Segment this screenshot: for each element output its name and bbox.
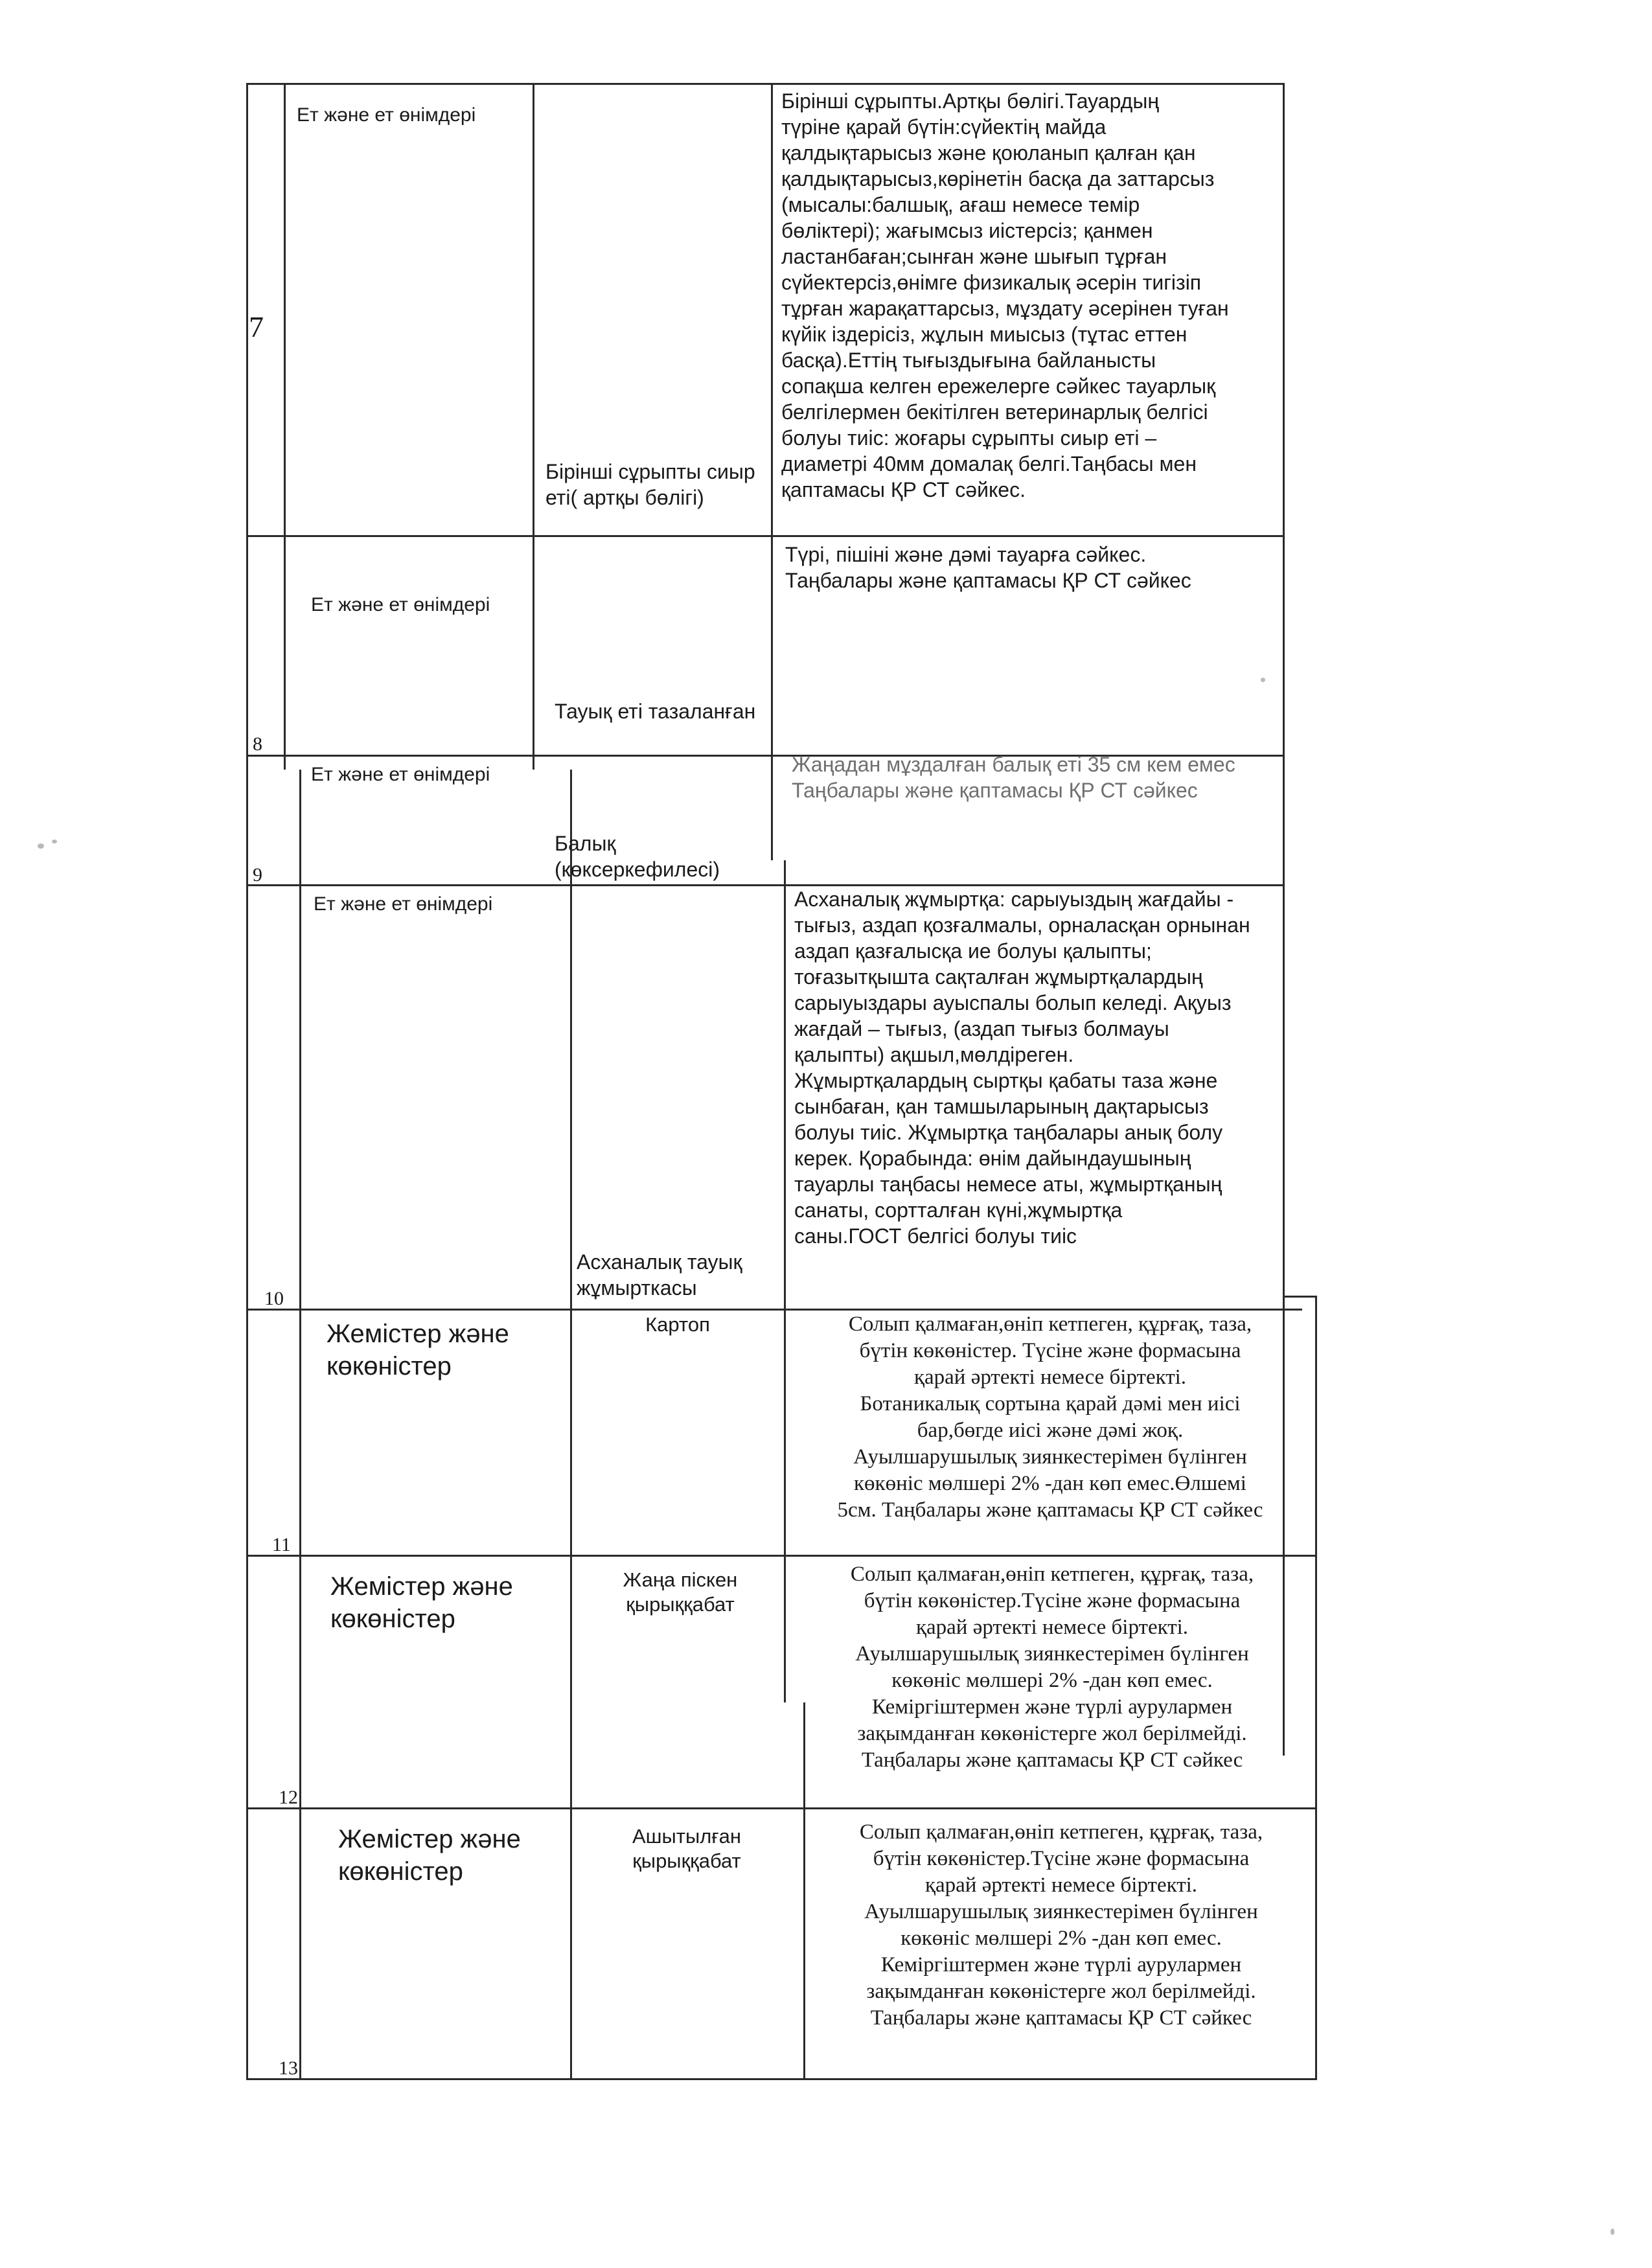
description-line: Түрі, пішіні және дәмі тауарға сәйкес. xyxy=(785,543,1147,566)
row-product: Бірінші сұрыпты сиыр еті( артқы бөлігі) xyxy=(545,460,755,509)
row-product: Ашытылған қырыққабат xyxy=(632,1825,742,1872)
table-border-top xyxy=(246,83,1284,85)
row-divider-11-12 xyxy=(246,1555,1316,1557)
description-line: қарай әртекті немесе біртекті. xyxy=(915,1616,1189,1639)
description-line: Асханалық жұмыртқа: сарыуыздың жағдайы - xyxy=(794,888,1234,911)
description-line: Солып қалмаған,өніп кетпеген, құрғақ, таза, xyxy=(859,1820,1263,1844)
table-border-left xyxy=(246,83,248,2079)
description-line: бөліктері); жағымсыз иістерсіз; қанмен xyxy=(781,219,1153,242)
description-line: қаптамасы ҚР СТ сәйкес. xyxy=(781,478,1026,501)
row-description xyxy=(794,886,1281,1249)
column-divider-3 xyxy=(771,83,773,860)
description-line: қалдықтарысыз және қоюланып қалған қан xyxy=(781,141,1196,165)
description-line: аздап қазғалысқа ие болуы қалыпты; xyxy=(794,939,1152,963)
description-line: Ботаникалық сортына қарай дәмі мен иісі xyxy=(860,1392,1241,1415)
description-line: қарай әртекті немесе біртекті. xyxy=(913,1366,1187,1389)
description-line: Ауылшарушылық зиянкестерімен бүлінген xyxy=(864,1900,1258,1923)
description-line: көкөніс мөлшері 2% -дан көп емес. xyxy=(891,1669,1213,1692)
row-description xyxy=(785,542,1281,593)
row-divider-12-13 xyxy=(246,1807,1316,1809)
row-description xyxy=(810,1819,1313,2032)
description-line: Жаңадан мұздалған балық еті 35 см кем емес xyxy=(792,753,1235,776)
row-product: Тауық еті тазаланған xyxy=(555,700,756,723)
description-line: қалыпты) ақшыл,мөлдіреген. xyxy=(794,1043,1074,1066)
table-border-bottom xyxy=(246,2078,1317,2080)
row-number: 10 xyxy=(264,1288,284,1309)
row-description xyxy=(792,751,1284,803)
table-border-right-lower xyxy=(1315,1296,1317,2079)
scan-speck xyxy=(1261,678,1265,682)
description-line: Таңбалары және қаптамасы ҚР СТ сәйкес xyxy=(861,1748,1243,1772)
description-line: көкөніс мөлшері 2% -дан көп емес. xyxy=(901,1927,1222,1950)
description-line: диаметрі 40мм домалақ белгі.Таңбасы мен xyxy=(781,452,1197,475)
column-divider-1 xyxy=(284,83,286,770)
row-product: Балық (көксеркефилесі) xyxy=(555,832,720,881)
description-line: тоғазытқышта сақталған жұмыртқалардың xyxy=(794,965,1203,989)
row-product: Асханалық тауық жұмырткасы xyxy=(577,1250,742,1300)
description-line: Солып қалмаған,өніп кетпеген, құрғақ, таза, xyxy=(848,1312,1252,1336)
description-line: көкөніс мөлшері 2% -дан көп емес.Өлшемі xyxy=(854,1472,1246,1495)
description-line: бүтін көкөністер.Түсіне және формасына xyxy=(864,1589,1241,1612)
description-line: Таңбалары және қаптамасы ҚР СТ сәйкес xyxy=(785,569,1191,592)
row-number: 11 xyxy=(272,1534,291,1555)
row-description xyxy=(781,88,1281,503)
description-line: Бірінші сұрыпты.Артқы бөлігі.Тауардың xyxy=(781,89,1159,113)
column-divider-3b xyxy=(784,860,786,1702)
description-line: Солып қалмаған,өніп кетпеген, құрғақ, таза, xyxy=(850,1563,1254,1586)
row-category: Жемістер және көкөністер xyxy=(330,1572,513,1633)
row-category: Ет және ет өнімдері xyxy=(311,764,490,785)
row-number: 9 xyxy=(253,864,262,886)
description-line: сарыуыздары ауыспалы болып келеді. Ақуыз xyxy=(794,991,1232,1014)
description-line: сопақша келген ережелерге сәйкес тауарлық xyxy=(781,374,1216,398)
row-category: Ет және ет өнімдері xyxy=(297,104,476,126)
row-product: Картоп xyxy=(645,1313,710,1336)
description-line: басқа).Еттің тығыздығына байланысты xyxy=(781,349,1156,372)
column-divider-2b xyxy=(570,770,572,2079)
description-line: Кеміргіштермен және түрлі аурулармен xyxy=(871,1695,1233,1719)
description-line: (мысалы:балшық, ағаш немесе темір xyxy=(781,193,1140,216)
description-line: Ауылшарушылық зиянкестерімен бүлінген xyxy=(855,1642,1249,1666)
description-line: 5см. Таңбалары және қаптамасы ҚР СТ сәйкес xyxy=(837,1498,1263,1522)
row-category: Жемістер және көкөністер xyxy=(338,1825,521,1886)
row-category: Ет және ет өнімдері xyxy=(314,893,493,915)
description-line: Таңбалары және қаптамасы ҚР СТ сәйкес xyxy=(792,779,1198,802)
description-line: бар,бөгде иісі және дәмі жоқ. xyxy=(917,1419,1184,1442)
description-line: күйік іздерісіз, жұлын миысыз (тұтас еттен xyxy=(781,323,1187,346)
description-line: сынбаған, қан тамшыларының дақтарысыз xyxy=(794,1095,1209,1118)
row-category: Жемістер және көкөністер xyxy=(327,1320,509,1380)
description-line: түріне қарай бүтін:сүйектің майда xyxy=(781,115,1107,139)
description-line: зақымданған көкөністерге жол берілмейді. xyxy=(866,1980,1256,2003)
description-line: тауарлы таңбасы немесе аты, жұмыртқаның xyxy=(794,1173,1222,1196)
scan-speck xyxy=(1611,2228,1614,2235)
description-line: бүтін көкөністер. Түсіне және формасына xyxy=(859,1339,1241,1362)
scan-speck xyxy=(38,843,44,849)
description-line: тығыз, аздап қозғалмалы, орналасқан орнынан xyxy=(794,913,1250,937)
description-line: зақымданған көкөністерге жол берілмейді. xyxy=(857,1722,1247,1745)
description-line: сүйектерсіз,өнімге физикалық әсерін тигізіп xyxy=(781,271,1202,294)
description-line: болуы тиіс. Жұмыртқа таңбалары анық болу xyxy=(794,1121,1223,1144)
description-line: Ауылшарушылық зиянкестерімен бүлінген xyxy=(853,1445,1247,1469)
row-category: Ет және ет өнімдері xyxy=(311,594,490,615)
description-line: саны.ГОСТ белгісі болуы тиіс xyxy=(794,1224,1077,1248)
description-line: ластанбаған;сынған және шығып тұрған xyxy=(781,245,1167,268)
description-line: болуы тиіс: жоғары сұрыпты сиыр еті – xyxy=(781,426,1157,450)
row-description xyxy=(792,1561,1313,1774)
description-line: бүтін көкөністер.Түсіне және формасына xyxy=(873,1847,1250,1870)
row-number: 12 xyxy=(279,1787,298,1808)
description-line: Кеміргіштермен және түрлі аурулармен xyxy=(880,1953,1242,1976)
description-line: керек. Қорабында: өнім дайындаушының xyxy=(794,1147,1191,1170)
description-line: тұрған жарақаттарсыз, мұздату әсерінен туған xyxy=(781,297,1229,320)
row-description xyxy=(788,1311,1313,1524)
column-divider-1b xyxy=(299,770,301,2079)
description-line: белгілермен бекітілген ветеринарлық белгісі xyxy=(781,400,1208,424)
row-product: Жаңа піскен қырыққабат xyxy=(623,1568,738,1616)
description-line: қалдықтарысыз,көрінетін басқа да заттарсыз xyxy=(781,167,1215,190)
row-divider-7-8 xyxy=(246,535,1284,537)
description-line: Таңбалары және қаптамасы ҚР СТ сәйкес xyxy=(870,2006,1252,2030)
row-number: 8 xyxy=(253,733,262,755)
description-line: санаты, сортталған күні,жұмыртқа xyxy=(794,1198,1123,1222)
row-divider-10-11 xyxy=(246,1309,1302,1311)
table-border-right-step xyxy=(1283,1296,1316,1298)
scan-speck xyxy=(52,840,57,843)
row-number: 13 xyxy=(279,2057,298,2079)
description-line: қарай әртекті немесе біртекті. xyxy=(924,1873,1198,1897)
description-line: Жұмыртқалардың сыртқы қабаты таза және xyxy=(794,1069,1218,1092)
column-divider-2 xyxy=(533,83,534,770)
description-line: жағдай – тығыз, (аздап тығыз болмауы xyxy=(794,1017,1169,1040)
row-number: 7 xyxy=(249,311,264,343)
